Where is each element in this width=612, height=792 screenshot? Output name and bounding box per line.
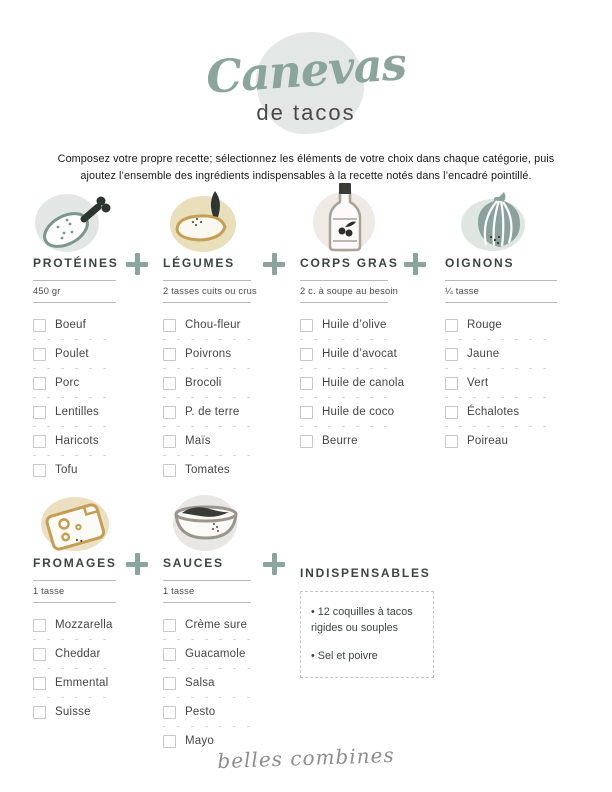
checkbox[interactable] xyxy=(163,619,176,632)
list-item: • 12 coquilles à tacos rigides ou souples xyxy=(311,605,423,636)
item-label: Brocoli xyxy=(185,377,222,390)
checkbox[interactable] xyxy=(163,648,176,661)
list-item xyxy=(33,427,116,456)
divider xyxy=(33,280,116,281)
ingredient-list xyxy=(300,311,405,456)
ingredient-list xyxy=(33,311,116,485)
category-title: INDISPENSABLES xyxy=(300,565,431,580)
plus-icon xyxy=(404,253,426,275)
list-item xyxy=(163,340,251,369)
list-item xyxy=(33,311,116,340)
list-item xyxy=(33,611,116,640)
item-label: Mayo xyxy=(185,735,214,748)
checkbox[interactable] xyxy=(163,677,176,690)
list-item xyxy=(445,311,557,340)
list-item xyxy=(163,611,251,640)
checkbox[interactable] xyxy=(163,377,176,390)
list-item xyxy=(300,340,398,369)
list-item xyxy=(33,369,116,398)
divider xyxy=(163,280,251,281)
checkbox[interactable] xyxy=(33,406,46,419)
checkbox[interactable] xyxy=(445,406,458,419)
item-label: Huile d’olive xyxy=(322,319,387,332)
list-item xyxy=(163,369,251,398)
ingredient-list xyxy=(163,611,251,756)
category-quantity: 2 c. à soupe au besoin xyxy=(300,285,398,296)
item-label: P. de terre xyxy=(185,406,240,419)
category-title: FROMAGES xyxy=(33,556,117,570)
list-item xyxy=(163,311,251,340)
sauce-bowl-icon xyxy=(163,492,251,554)
checkbox[interactable] xyxy=(300,435,313,448)
list-item xyxy=(163,398,251,427)
divider xyxy=(163,302,251,303)
category-indispensables xyxy=(300,556,450,678)
item-label: Tomates xyxy=(185,464,230,477)
checkbox[interactable] xyxy=(33,648,46,661)
checkbox[interactable] xyxy=(445,435,458,448)
lemon-vegetable-icon xyxy=(163,192,251,254)
checkbox[interactable] xyxy=(163,735,176,748)
intro-text: Composez votre propre recette; sélectionnez les éléments de votre choix dans chaque catégorie, puis ajoutez l’ensemble des ingrédients indispensables à la recette notés dans l’encadré pointillé. xyxy=(57,152,555,182)
divider xyxy=(445,280,557,281)
item-label: Vert xyxy=(467,377,489,390)
category-title: PROTÉINES xyxy=(33,256,119,270)
category-legumes xyxy=(163,192,257,485)
category-title: CORPS GRAS xyxy=(300,256,399,270)
divider xyxy=(163,602,251,603)
item-label: Pesto xyxy=(185,706,216,719)
list-item xyxy=(163,456,251,485)
list-item xyxy=(163,427,251,456)
item-label: Haricots xyxy=(55,435,99,448)
list-item xyxy=(445,427,557,456)
list-item xyxy=(163,669,251,698)
page-subtitle: de tacos xyxy=(256,100,356,125)
item-label: Huile de coco xyxy=(322,406,395,419)
checkbox[interactable] xyxy=(33,706,46,719)
checkbox[interactable] xyxy=(163,464,176,477)
item-label: Tofu xyxy=(55,464,78,477)
checkbox[interactable] xyxy=(300,348,313,361)
onion-icon xyxy=(445,192,557,254)
cheese-icon xyxy=(33,492,116,554)
item-label: Crème sure xyxy=(185,619,248,632)
divider xyxy=(33,580,116,581)
list-item: • Sel et poivre xyxy=(311,649,423,665)
checkbox[interactable] xyxy=(33,677,46,690)
list-item xyxy=(33,669,116,698)
checkbox[interactable] xyxy=(33,348,46,361)
list-item xyxy=(300,369,405,398)
list-item xyxy=(33,456,116,485)
category-proteines xyxy=(33,192,119,485)
divider xyxy=(163,580,251,581)
category-title: SAUCES xyxy=(163,556,224,570)
category-fromages xyxy=(33,492,116,727)
indispensables-list xyxy=(311,605,423,665)
checkbox[interactable] xyxy=(445,348,458,361)
checkbox[interactable] xyxy=(33,435,46,448)
list-item xyxy=(300,427,388,456)
item-label: Beurre xyxy=(322,435,358,448)
category-quantity: 1 tasse xyxy=(163,585,195,596)
category-sauces xyxy=(163,492,251,756)
divider xyxy=(300,280,388,281)
divider xyxy=(445,302,557,303)
item-label: Porc xyxy=(55,377,80,390)
item-label: Mozzarella xyxy=(55,619,113,632)
item-label: Cheddar xyxy=(55,648,101,661)
ingredient-list xyxy=(33,611,116,727)
category-corps-gras xyxy=(300,192,405,456)
list-item xyxy=(33,340,116,369)
item-label: Maïs xyxy=(185,435,211,448)
checkbox[interactable] xyxy=(300,319,313,332)
checkbox[interactable] xyxy=(163,435,176,448)
category-oignons xyxy=(445,192,557,456)
item-label: Poulet xyxy=(55,348,89,361)
plus-icon xyxy=(126,553,148,575)
checkbox[interactable] xyxy=(445,319,458,332)
list-item xyxy=(33,698,116,727)
category-quantity: ¼ tasse xyxy=(445,285,479,296)
oil-bottle-icon xyxy=(300,192,388,254)
checkbox[interactable] xyxy=(300,377,313,390)
divider xyxy=(33,302,116,303)
item-label: Suisse xyxy=(55,706,91,719)
list-item xyxy=(33,640,116,669)
list-item xyxy=(33,398,116,427)
ingredient-list xyxy=(163,311,251,485)
list-item xyxy=(445,369,557,398)
item-label: Échalotes xyxy=(467,406,520,419)
category-title: LÉGUMES xyxy=(163,256,235,270)
item-label: Lentilles xyxy=(55,406,99,419)
category-quantity: 1 tasse xyxy=(33,585,65,596)
checkbox[interactable] xyxy=(33,619,46,632)
list-item xyxy=(445,398,557,427)
page-title: Canevas xyxy=(204,37,408,104)
category-quantity: 450 gr xyxy=(33,285,61,296)
item-label: Poireau xyxy=(467,435,509,448)
checkbox[interactable] xyxy=(33,319,46,332)
checkbox[interactable] xyxy=(33,377,46,390)
divider xyxy=(300,302,388,303)
plus-icon xyxy=(263,553,285,575)
category-quantity: 2 tasses cuits ou crus xyxy=(163,285,257,296)
item-label: Rouge xyxy=(467,319,502,332)
checkbox[interactable] xyxy=(163,348,176,361)
checkbox[interactable] xyxy=(163,406,176,419)
item-label: Emmental xyxy=(55,677,109,690)
item-label: Boeuf xyxy=(55,319,87,332)
checkbox[interactable] xyxy=(445,377,458,390)
list-item xyxy=(163,640,251,669)
drumstick-icon xyxy=(33,192,116,254)
divider xyxy=(33,602,116,603)
item-label: Guacamole xyxy=(185,648,246,661)
ingredient-list xyxy=(445,311,557,456)
checkbox[interactable] xyxy=(33,464,46,477)
item-label: Poivrons xyxy=(185,348,232,361)
dashed-box xyxy=(300,591,434,678)
item-label: Salsa xyxy=(185,677,215,690)
checkbox[interactable] xyxy=(163,706,176,719)
item-label: Jaune xyxy=(467,348,500,361)
list-item xyxy=(163,698,251,727)
item-label: Huile de canola xyxy=(322,377,405,390)
item-label: Huile d’avocat xyxy=(322,348,398,361)
list-item xyxy=(300,398,395,427)
brand-logo: belles combines xyxy=(216,742,396,774)
checkbox[interactable] xyxy=(300,406,313,419)
category-title: OIGNONS xyxy=(445,256,515,270)
plus-icon xyxy=(126,253,148,275)
item-label: Chou-fleur xyxy=(185,319,241,332)
checkbox[interactable] xyxy=(163,319,176,332)
plus-icon xyxy=(263,253,285,275)
list-item xyxy=(445,340,557,369)
list-item xyxy=(300,311,388,340)
